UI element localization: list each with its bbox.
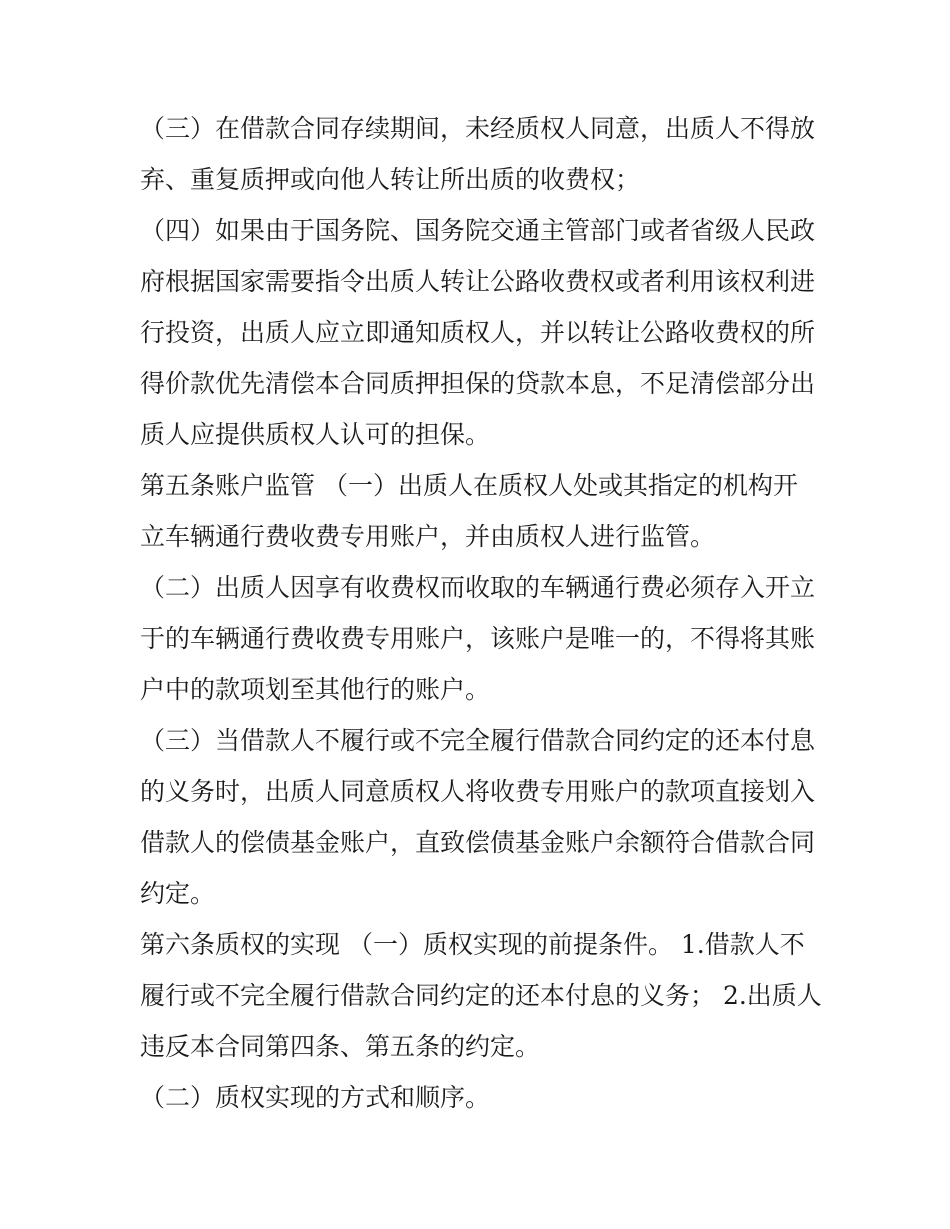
text-line: 得价款优先清偿本合同质押担保的贷款本息，不足清偿部分出	[140, 369, 816, 398]
text-line: 质人应提供质权人认可的担保。	[140, 420, 491, 449]
text-line: 的义务时，出质人同意质权人将收费专用账户的款项直接划入	[140, 777, 816, 806]
text-line: （二）质权实现的方式和顺序。	[140, 1083, 491, 1112]
text-line: 违反本合同第四条、第五条的约定。	[140, 1032, 541, 1061]
text-line: 第五条账户监管 （一）出质人在质权人处或其指定的机构开	[140, 471, 798, 500]
text-line: （四）如果由于国务院、国务院交通主管部门或者省级人民政	[140, 216, 816, 245]
text-line: 第六条质权的实现 （一）质权实现的前提条件。 1.借款人不	[140, 930, 805, 959]
text-line: 府根据国家需要指令出质人转让公路收费权或者利用该权利进	[140, 267, 816, 296]
text-line: （二）出质人因享有收费权而收取的车辆通行费必须存入开立	[140, 573, 816, 602]
text-line: （三）当借款人不履行或不完全履行借款合同约定的还本付息	[140, 726, 816, 755]
document-body	[140, 103, 830, 1123]
text-line: （三）在借款合同存续期间，未经质权人同意，出质人不得放	[140, 114, 816, 143]
text-line: 行投资，出质人应立即通知质权人，并以转让公路收费权的所	[140, 318, 816, 347]
text-line: 弃、重复质押或向他人转让所出质的收费权；	[140, 165, 641, 194]
text-line: 户中的款项划至其他行的账户。	[140, 675, 491, 704]
text-line: 于的车辆通行费收费专用账户，该账户是唯一的，不得将其账	[140, 624, 816, 653]
text-line: 约定。	[140, 879, 216, 908]
text-line: 立车辆通行费收费专用账户，并由质权人进行监管。	[140, 522, 716, 551]
text-line: 履行或不完全履行借款合同约定的还本付息的义务； 2.出质人	[140, 981, 822, 1010]
text-line: 借款人的偿债基金账户，直致偿债基金账户余额符合借款合同	[140, 828, 816, 857]
